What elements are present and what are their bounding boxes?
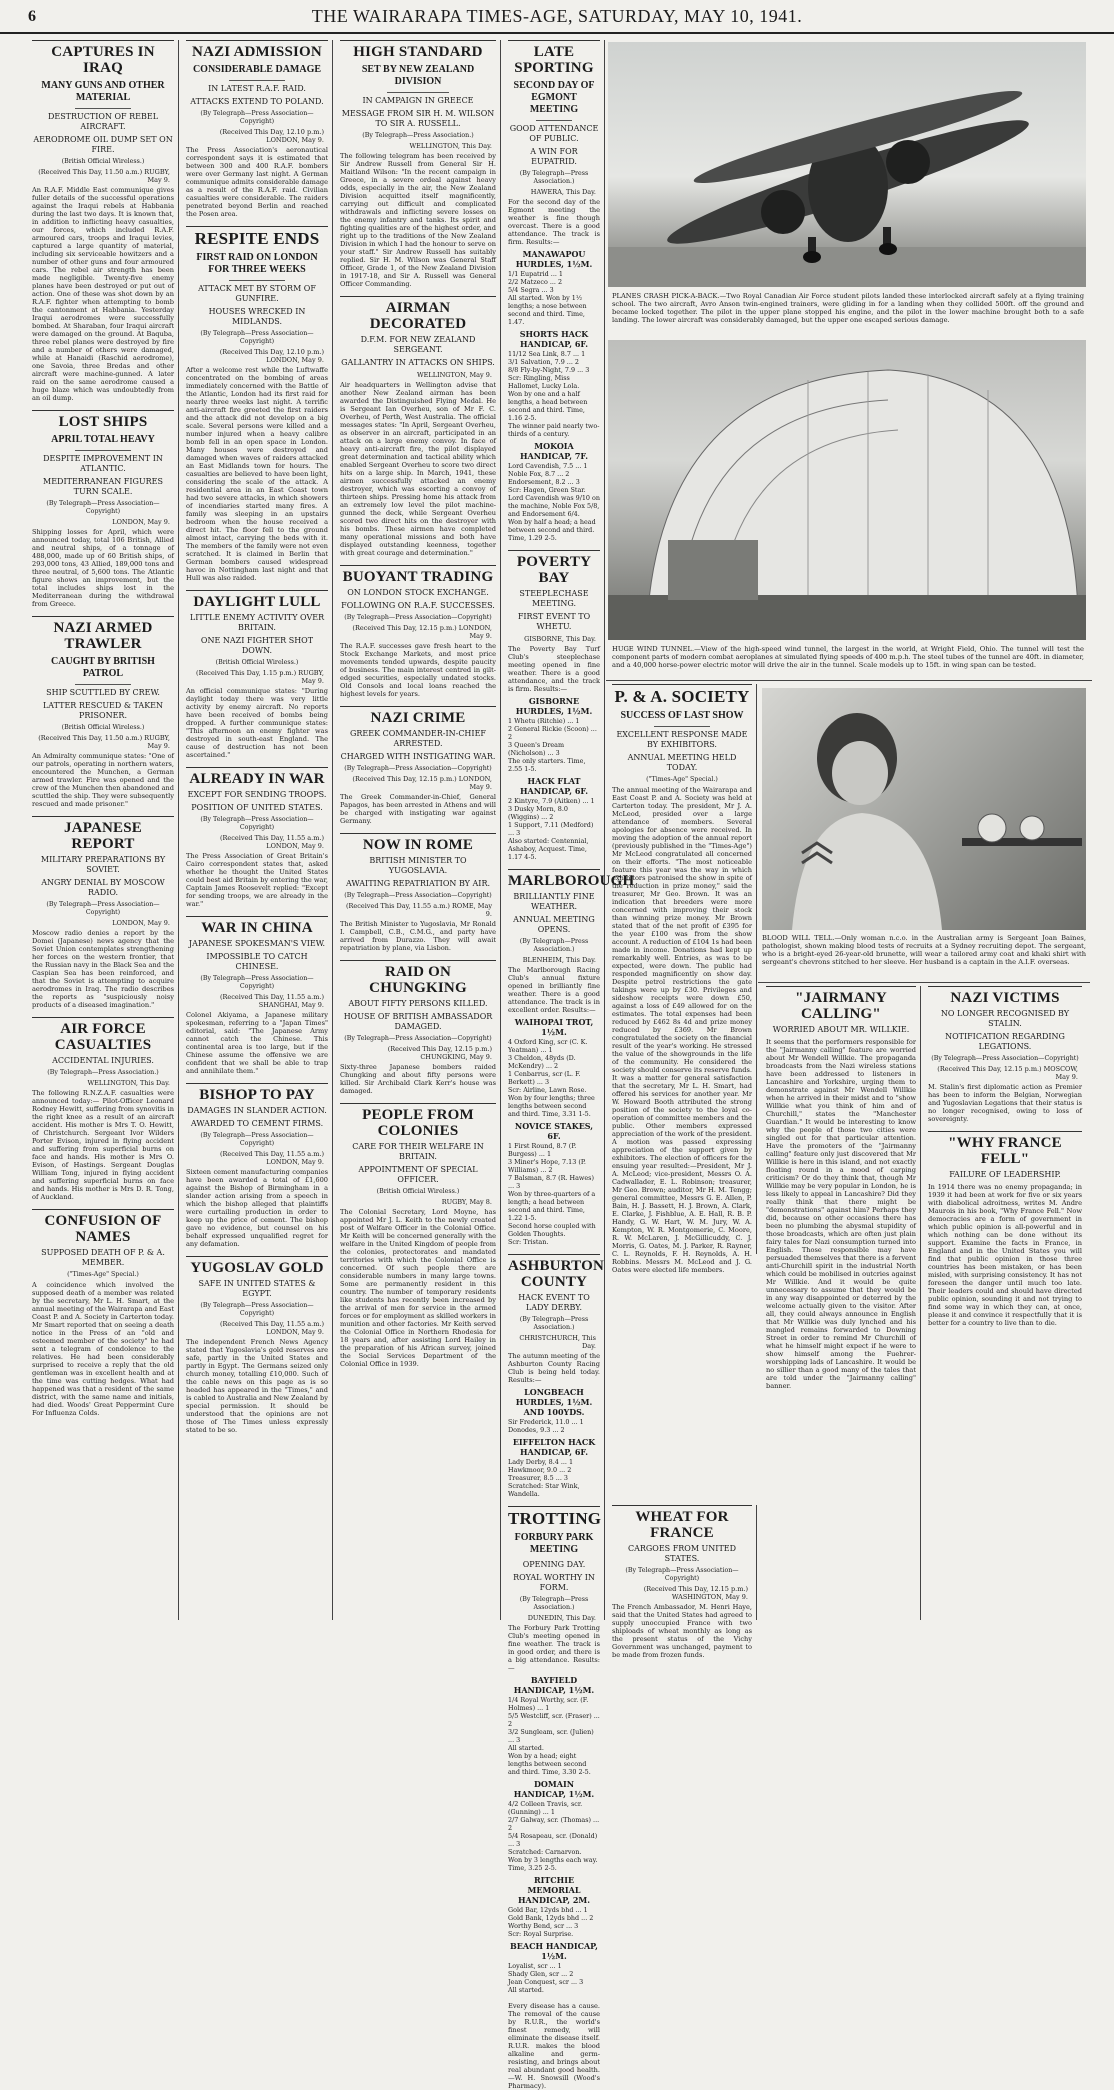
article-body: The following telegram has been received by Sir Andrew Russell from General Sir H. Maitland Wilson: "In the recent campaign in Greece, in a severe ordeal against heavy odds, especially in the air, the New Zealand Division acquitted itself magnificently, carrying out difficult and complicated withdrawals and inflicting severe losses on the enemy infantry and tanks. Its spirit and fighting qualities are of the highest order, and right up to the traditions of the New Zealand Division in which I had the honour to serve on your staff." Sir Andrew Russell has suitably replied. Sir H. M. Wilson was General Staff Officer, Grade 1, of the New Zealand Division in 1917-18, and Sir A. Russell was General Officer Commanding.	[340, 152, 496, 288]
dateline: RUGBY, May 8.	[441, 1198, 492, 1206]
race-result: 3 Miner's Hope, 7.13 (P. Williams) ... 2	[508, 1158, 586, 1174]
subheading: SHIP SCUTTLED BY CREW.	[46, 688, 160, 697]
wheat-content	[612, 1505, 752, 1659]
column-right-bottom	[924, 986, 1086, 1620]
article-already-in-war	[186, 767, 328, 908]
subheading: GALLANTRY IN ATTACKS ON SHIPS.	[341, 358, 495, 367]
article-body: The British Minister to Yugoslavia, Mr Ronald I. Campbell, C.B., C.M.G., and party have arrived from Durazzo. They will await repatriation by plane, via Lisbon.	[340, 920, 496, 952]
subheading: LITTLE ENEMY ACTIVITY OVER BRITAIN.	[189, 613, 325, 632]
byline: (By Telegraph—Press Association—Copyright)	[46, 500, 160, 515]
article-high-standard	[340, 40, 496, 288]
race-note: Scr: Royal Surprise.	[508, 1930, 574, 1938]
race-result: 3 Cheldon, 48yds (D. McKendry) ... 2	[508, 1054, 576, 1070]
dateline: (Received This Day, 11.55 a.m.) LONDON, May 9.	[220, 1320, 324, 1336]
subheading: ANNUAL MEETING HELD TODAY.	[627, 753, 737, 772]
headline: NAZI VICTIMS	[928, 986, 1082, 1006]
pa-society-content	[612, 684, 752, 1274]
headline: DAYLIGHT LULL	[186, 590, 328, 610]
sergeant-illustration	[762, 688, 1086, 930]
dateline: WELLINGTON, This Day.	[409, 142, 492, 150]
subheading: CAUGHT BY BRITISH PATROL	[51, 656, 155, 679]
article-body: The independent French News Agency stated that Yugoslavia's gold reserves are safe, partly in the United States and partly in Egypt. The Germans seized only church money, totalling £10,000. Such of the cable news on this page as is so headed has appeared in the "Times," and is cabled to Australia and New Zealand by special permission. It should be understood that the opinions are not those of The Times unless expressly stated to be so.	[186, 1338, 328, 1434]
subheading: LATTER RESCUED & TAKEN PRISONER.	[42, 701, 164, 720]
article-why-france-fell	[928, 1131, 1082, 1327]
race-name: DOMAIN HANDICAP, 1½M.	[513, 1779, 595, 1799]
article-war-in-china	[186, 916, 328, 1075]
subheading: D.F.M. FOR NEW ZEALAND SERGEANT.	[360, 335, 476, 354]
subheading: HOUSE OF BRITISH AMBASSADOR DAMAGED.	[343, 1012, 493, 1031]
race-result: Donodes, 9.3 ... 2	[508, 1426, 565, 1434]
article-captures-in-iraq	[32, 40, 174, 402]
article-yugoslav-gold	[186, 1256, 328, 1434]
dateline: GISBORNE, This Day.	[524, 635, 596, 643]
article-body: After a welcome rest while the Luftwaffe concentrated on the bombing of areas immediately concerned with the Battle of the Atlantic, London had its first raid for nearly three weeks last night. A terrific anti-aircraft fire greeted the first raiders and the attack did not develop on a big scale. Several persons were killed and a number injured when a heavy calibre bomb fell in an open space in London. Many houses were destroyed and damaged when waves of raiders attacked an East Midlands town for hours. The casualties are believed to have been light, considering the scale of the attack. A residential area in an East Coast town had two severe attacks, in which showers of incendiaries started many fires. A family was sleeping in an upstairs bedroom when the house received a direct hit. The floor fell to the ground almost intact, carrying the beds with it. The members of the family were not even scratched. It is claimed in Berlin that German bombers caused widespread havoc in Nottingham last night and that Hull was also raided.	[186, 366, 328, 582]
race-note: Scr: Hagen, Green Star.	[508, 486, 586, 494]
byline: ("Times-Age" Special.)	[67, 1271, 139, 1278]
race-result: 2/2 Matzeco ... 2	[508, 278, 563, 286]
caption-blood-will-tell: BLOOD WILL TELL.—Only woman n.c.o. in the Australian army is Sergeant Joan Baines, pathologist, shown making blood tests of recruits at a Sydney recruiting depot. The sergeant, who is a bright-eyed 26-year-old brunette, will wear a tailored army coat and khaki shirt with sergeant's chevrons stitched to her sleeve. Her husband is a captain in the A.I.F. overseas.	[762, 934, 1086, 966]
byline: (By Telegraph—Press Association—Copyright)	[344, 892, 492, 899]
subheading: ATTACK MET BY STORM OF GUNFIRE.	[198, 284, 316, 303]
race-result: Shady Glen, scr ... 2	[508, 1970, 574, 1978]
article-body: The Press Association of Great Britain's Cairo correspondent states that, asked whether he thought the United States could best aid Britain by entering the war, Captain James Roosevelt replied: "Except for sending troops, we are already in the war."	[186, 852, 328, 908]
article-body: The following R.N.Z.A.F. casualties were announced today:— Pilot-Officer Leonard Rodney Hewitt, suffering from synovitis in the right knee as a result of an aircraft accident. His mother is Mrs T. O. Hewitt, of Christchurch. Sergeant Ivor Wilders Porter Evison, injured in flying accident and suffering from superficial burns on face and hands. His mother is Mrs O. Evison, of Hastings. Sergeant Douglas William Tong, injured in flying accident and suffering superficial burns on face and hands. His mother is Mrs D. R. Tong, of Auckland.	[32, 1089, 174, 1201]
subheading: HOUSES WRECKED IN MIDLANDS.	[208, 307, 306, 326]
article-body: Air headquarters in Wellington advise that another New Zealand airman has been awarded the Distinguished Flying Medal. He is Sergeant Ian Overheu, son of Mr F. C. Overheu, of Perth, West Australia. The official messages states: "In April, Sergeant Overheu, as observer in an aircraft, participated in an attack on a large enemy convoy. In face of heavy anti-aircraft fire, the pilot displayed great determination and tactical ability which enabled Sergeant Overheu to score two direct hits on a large ship. In March, 1941, these airmen successfully attacked an enemy destroyer, which was escorting a convoy of thirteen ships. Pressing home his attack from an extremely low level the pilot machine-gunned the deck, while Sergeant Overheu scored two direct hits on the destroyer with his bombs. These airmen have completed many operational missions and both have displayed outstanding keenness, together with great courage and determination."	[340, 381, 496, 557]
article-body: Sixteen cement manufacturing companies have been awarded a total of £1,600 against the Bishop of Birmingham in a slander action arising from a speech in which the bishop alleged that plaintiffs were curtailing production in order to keep up the price of cement. The bishop gave no evidence, but counsel on his behalf expressed unqualified regret for any defamation.	[186, 1168, 328, 1248]
dateline: LONDON, May 9.	[112, 919, 170, 927]
headline: CONFUSION OF NAMES	[32, 1209, 174, 1245]
dateline: (Received This Day, 12.15 p.m.) MOSCOW, May 9.	[937, 1065, 1078, 1081]
race-name: NOVICE STAKES, 6F.	[514, 1121, 594, 1141]
byline: (By Telegraph—Press Association.)	[519, 938, 589, 953]
race-result: 5/4 Segra ... 3	[508, 286, 554, 294]
headline: ALREADY IN WAR	[186, 767, 328, 787]
headline: ASHBURTON COUNTY	[508, 1254, 600, 1290]
article-confusion-of-names	[32, 1209, 174, 1417]
subheading: BRILLIANTLY FINE WEATHER.	[513, 892, 595, 911]
headline: CAPTURES IN IRAQ	[32, 40, 174, 76]
subheading: ANNUAL MEETING OPENS.	[513, 915, 595, 934]
subheading: AWARDED TO CEMENT FIRMS.	[190, 1119, 324, 1128]
race-result: 1 Whetu (Ritchie) ... 1	[508, 717, 580, 725]
subheading: DESPITE IMPROVEMENT IN ATLANTIC.	[43, 454, 163, 473]
article-body: M. Stalin's first diplomatic action as Premier has been to inform the Belgian, Norwegian and Yugoslavian Legations that their status is no longer recognised, owing to loss of sovereignty.	[928, 1083, 1082, 1123]
article-body: An Admiralty communique states: "One of our patrols, operating in northern waters, encountered the Munchen, a German armed trawler. Fire was opened and the crew of the Munchen then abandoned and scuttled the ship. They were subsequently rescued and made prisoner."	[32, 752, 174, 808]
headline: POVERTY BAY	[508, 550, 600, 586]
headline: TROTTING	[508, 1506, 600, 1528]
headline: HIGH STANDARD	[340, 40, 496, 60]
race-result: 8/8 Fly-by-Night, 7.9 ... 3	[508, 366, 590, 374]
article-now-in-rome	[340, 833, 496, 952]
article-buoyant-trading	[340, 565, 496, 698]
column-2	[182, 40, 333, 1620]
byline: (By Telegraph—Press Association—Copyright)	[200, 1132, 314, 1147]
race-note: Scratched: Carnarvon.	[508, 1848, 582, 1856]
article-body: Shipping losses for April, which were announced today, total 106 British, Allied and neutral ships, of a tonnage of 488,000, made up of 60 British ships, of 293,000 tons, 43 Allied, 189,000 tons and three neutral, of 5,600 tons. The Atlantic figure shows an improvement, but the total includes ships lost in the Mediterranean during the withdrawal from Greece.	[32, 528, 174, 608]
headline: MARLBOROUGH	[508, 869, 600, 889]
race-note: Won by 3 lengths each way. Time, 3.25 2-5.	[508, 1856, 598, 1872]
advertisement-rur	[508, 2002, 600, 2090]
race-result: 2 Kintyre, 7.9 (Aitken) ... 1	[508, 797, 595, 805]
dateline: (Received This Day, 12.15 p.m.) LONDON, May 9.	[352, 624, 492, 640]
byline: (By Telegraph—Press Association.)	[519, 170, 589, 185]
article-jairmany-calling	[762, 986, 921, 1620]
subheading: NOTIFICATION REGARDING LEGATIONS.	[945, 1032, 1065, 1051]
subheading: CHARGED WITH INSTIGATING WAR.	[340, 752, 496, 761]
race-result: 11/12 Sea Link, 8.7 ... 1	[508, 350, 586, 358]
byline: (By Telegraph—Press Association.)	[519, 1316, 589, 1331]
race-result: 1 Support, 7.11 (Medford) ... 3	[508, 821, 594, 837]
subheading: ATTACKS EXTEND TO POLAND.	[190, 97, 324, 106]
subheading: STEEPLECHASE MEETING.	[519, 589, 589, 608]
subheading: MEDITERRANEAN FIGURES TURN SCALE.	[43, 477, 163, 496]
caption-wind-tunnel: HUGE WIND TUNNEL.—View of the high-speed wind tunnel, the largest in the world, at Wright Field, Ohio. The tunnel will test the component parts of modern combat aeroplanes at simulated flying speeds of 400 m.p.h. The steel tubes of the tunnel are 40ft. in diameter, and a 40,000 horse-power electric motor will drive the air in the tunnel. Scale models up to 15ft. in wing span can be tested.	[612, 645, 1084, 669]
subheading: JAPANESE SPOKESMAN'S VIEW.	[188, 939, 326, 948]
article-poverty-bay	[508, 550, 600, 861]
subheading: SUCCESS OF LAST SHOW	[620, 710, 744, 721]
headline: WAR IN CHINA	[186, 916, 328, 936]
article-body: The Colonial Secretary, Lord Moyne, has appointed Mr J. L. Keith to the newly created post of Welfare Officer in the Colonial Office. Mr Keith will be concerned generally with the welfare in the United Kingdom of people from the colonies, protectorates and mandated territories with which the Colonial Office is concerned. Of such people there are considerable numbers in many large towns. Some are permanently resident in this country. The number of temporary residents like students has recently been increased by the arrival of men for service in the armed forces or for employment as skilled workers in munition and other factories. Mr Keith served the Colonial Office in Northern Rhodesia for 18 years and, after assisting Lord Hailey in the preparation of his African survey, joined the Social Services Department of the Colonial Office in 1939.	[340, 1208, 496, 1368]
headline: "WHY FRANCE FELL"	[928, 1131, 1082, 1167]
subheading: GOOD ATTENDANCE OF PUBLIC.	[509, 124, 599, 143]
masthead	[0, 0, 1114, 34]
article-raid-on-chungking	[340, 960, 496, 1095]
byline: (By Telegraph—Press Association—Copyright)	[625, 1567, 739, 1582]
article-respite-ends	[186, 226, 328, 582]
subheading: MILITARY PREPARATIONS BY SOVIET.	[40, 855, 166, 874]
article-body: The annual meeting of the Wairarapa and East Coast P. and A. Society was held at Carterton today. The president, Mr J. A. McLeod, presided over a large attendance of members. Several apologies for absence were received. In moving the adoption of the annual report (previously published in the "Times-Age") Mr McLeod congratulated all concerned on their efforts. "The most noticeable feature this year was the way in which exhibitors patronised the show in spite of the reduction in prize money," said the treasurer, Mr Geo. Brown. It was an indication that breeders were more concerned with improving their stock than winning prize money. Mr Brown stated that of the net profit of £395 for the year £100 was from the show account. A reduction of £104 1s had been made in income. Donations had kept up remarkably well. Entries, as was to be expected, were down. The public had responded magnificently on show day. Despite petrol restrictions the gate takings were up by £30. Privileges and sideshow receipts were down £50, against a loss of £49 allowed for on the estimates. The total expenses had been reduced by £462 8s 4d and prize money reduced by £369. Mr Brown congratulated the society on the financial result of the year's working. He stressed the value of the showgrounds in the life of the community. He considered the society should conserve its reserve funds. It was a matter for general satisfaction that the secretary, Mr L. H. Smart, had offered his services for another year. Mr W. Howard Booth attributed the strong position of the society to the loyal co-operation of committee members and the public. Other members expressed appreciation of the work of the president. A motion was passed expressing appreciation of the support given by exhibitors. The election of officers for the ensuing year resulted:—President, Mr J. A. McLeod; vice-president, Messrs O. A. Cadwallader, E. L. Robinson; treasurer, Mr Geo. Brown; auditor, Mr H. M. Tengg; general committee, Messrs G. E. Allen, P. Bain, H. J. Bassett, H. J. Brown, A. Clark, E. Clarke, J. Fishblue, A. E. Hall, R. B. P. Handy, G. W. Hart, W. M. Jury, W. A. Kempton, W. R. Montgomerie, C. Moore, R. W. McLaren, J. McGillicuddy, C. J. Morris, G. Oates, M. J. Parker, R. Rayner, C. L. Reynolds, F. H. Reynolds, A. H. Robbins. Messrs M. McLeod and J. G. Oates were elected life members.	[612, 786, 752, 1274]
byline: (British Official Wireless.)	[215, 659, 299, 666]
race-note: The only starters. Time, 2.55 1-5.	[508, 757, 586, 773]
dateline: (Received This Day, 1.15 p.m.) RUGBY, May 9.	[196, 669, 324, 685]
article-lost-ships	[32, 410, 174, 608]
subheading: MANY GUNS AND OTHER MATERIAL	[41, 80, 165, 103]
byline: (By Telegraph—Press Association.)	[362, 132, 474, 139]
byline: (By Telegraph—Press Association—Copyright)	[46, 901, 160, 916]
article-bishop-to-pay	[186, 1083, 328, 1248]
race-result: 7 Balsman, 8.7 (R. Hawes) ... 3	[508, 1174, 594, 1190]
race-result: Worthy Bend, scr ... 3	[508, 1922, 579, 1930]
race-note: Also started: Centennial, Ashaboy, Acquest. Time, 1.17 4-5.	[508, 837, 589, 861]
headline: RAID ON CHUNGKING	[340, 960, 496, 996]
subheading: FAILURE OF LEADERSHIP.	[949, 1170, 1061, 1179]
wind-tunnel-illustration	[608, 340, 1086, 640]
race-result: Noble Fox, 8.7 ... 2	[508, 470, 570, 478]
byline: (By Telegraph—Press Association—Copyright)	[200, 975, 314, 990]
race-result: Lord Cavendish, 7.5 ... 1	[508, 462, 588, 470]
article-body: The autumn meeting of the Ashburton County Racing Club is being held today. Results:—	[508, 1352, 600, 1384]
dateline: (Received This Day, 12.10 p.m.) LONDON, May 9.	[219, 348, 324, 364]
race-result: Treasurer, 8.5 ... 3	[508, 1474, 568, 1482]
race-result: 1 First Round, 8.7 (P. Burgess) ... 1	[508, 1142, 577, 1158]
race-note: Won by a head; eight lengths between second and third. Time, 3.30 2-5.	[508, 1752, 591, 1776]
race-note: Scr: Airline, Lawn Rose.	[508, 1086, 587, 1094]
article-body: A coincidence which involved the supposed death of a member was related by the secretary, Mr L. H. Smart, at the annual meeting of the Wairarapa and East Coast P. and A. Society in Carterton today. Mr Smart reported that on seeing a death notice in the Press of an "old and esteemed member of the society" he had sent a telegram of condolence to the relatives. He had been considerably surprised to receive a reply that the old gentleman was in excellent health and at the time was cutting hedges. What had happened was that a resident of the same district, with the same name and initials, had died. Woods' Great Peppermint Cure For Influenza Colds.	[32, 1281, 174, 1417]
subheading: SAFE IN UNITED STATES & EGYPT.	[198, 1279, 316, 1298]
article-body: An official communique states: "During daylight today there was very little activity by enemy aircraft. No reports have been received of bombs being dropped. A further communique states: "This afternoon an enemy fighter was destroyed in south-east England. The cause of destruction has not been ascertained."	[186, 687, 328, 759]
headline: NAZI ARMED TRAWLER	[32, 616, 174, 652]
headline: RESPITE ENDS	[186, 226, 328, 248]
subheading: MESSAGE FROM SIR H. M. WILSON TO SIR A. RUSSELL.	[341, 109, 495, 128]
article-body: The Marlborough Racing Club's annual fixture opened in brilliantly fine weather. There is a good attendance. The track is in excellent order. Results:—	[508, 966, 600, 1014]
article-body: Sixty-three Japanese bombers raided Chungking and about fifty persons were killed. Sir Archibald Clark Kerr's house was damaged.	[340, 1063, 496, 1095]
race-note: Second horse coupled with Golden Thoughts.	[508, 1222, 596, 1238]
headline: AIRMAN DECORATED	[340, 296, 496, 332]
byline: (By Telegraph—Press Association.)	[519, 1596, 589, 1611]
subheading: ROYAL WORTHY IN FORM.	[513, 1573, 595, 1592]
newspaper-title: THE WAIRARAPA TIMES-AGE, SATURDAY, MAY 10, 1941.	[311, 6, 803, 26]
race-name: WAIHOPAI TROT, 1½M.	[514, 1017, 594, 1037]
subheading: EXCEPT FOR SENDING TROOPS.	[187, 790, 327, 799]
headline: NAZI CRIME	[340, 706, 496, 726]
article-body: The Greek Commander-in-Chief, General Papagos, has been arrested in Athens and will be charged with instigating war against Germany.	[340, 793, 496, 825]
jairmany-content	[766, 986, 916, 1390]
article-daylight-lull	[186, 590, 328, 759]
race-note: Scr: Ringling, Miss Hallomet, Lucky Lola.	[508, 374, 580, 390]
race-result: 3 Dusky Morn, 8.0 (Wiggins) ... 2	[508, 805, 568, 821]
race-result: Sir Frederick, 11.0 ... 1	[508, 1418, 584, 1426]
race-result: 4 Oxford King, scr (C. K. Yeatman) ... 1	[508, 1038, 588, 1054]
dateline: (Received This Day, 11.55 a.m.) LONDON, May 9.	[220, 834, 324, 850]
byline: (British Official Wireless.)	[61, 158, 145, 165]
article-pa-society	[608, 684, 757, 1274]
headline: JAPANESE REPORT	[32, 816, 174, 852]
byline: (British Official Wireless.)	[61, 724, 145, 731]
race-result: Endorsement, 8.2 ... 3	[508, 478, 580, 486]
headline: PEOPLE FROM COLONIES	[340, 1103, 496, 1139]
photo-wind-tunnel	[608, 340, 1086, 640]
subheading: ABOUT FIFTY PERSONS KILLED.	[348, 999, 488, 1008]
race-result: 3 Queen's Dream (Nicholson) ... 3	[508, 741, 565, 757]
page-number: 6	[28, 8, 36, 25]
race-name: MANAWAPOU HURDLES, 1½M.	[515, 249, 593, 269]
race-note: Won by one and a half lengths, a head between second and third. Time, 1.16 2-5.	[508, 390, 588, 422]
byline: (By Telegraph—Press Association—Copyright)	[344, 765, 492, 772]
race-note: Scr: Tristan.	[508, 1238, 549, 1246]
subheading: AWAITING REPATRIATION BY AIR.	[345, 879, 491, 888]
dateline: (Received This Day, 11.50 a.m.) RUGBY, May 9.	[38, 168, 170, 184]
article-body: Colonel Akiyama, a Japanese military spokesman, referring to a "Japan Times" editorial, said: "The Japanese Army cannot catch the Chinese. This continental area is too large, but if the Chinese assume the offensive we are confident that we shall be able to trap and annihilate them."	[186, 1011, 328, 1075]
byline: (By Telegraph—Press Association—Copyright)	[200, 110, 314, 125]
headline: LOST SHIPS	[32, 410, 174, 430]
dateline: WELLINGTON, May 9.	[416, 371, 492, 379]
subheading: POSITION OF UNITED STATES.	[191, 803, 323, 812]
article-trotting	[508, 1506, 600, 1994]
dateline: (Received This Day, 11.55 a.m.) LONDON, May 9.	[220, 1150, 324, 1166]
subheading: ANGRY DENIAL BY MOSCOW RADIO.	[41, 878, 165, 897]
byline: (By Telegraph—Press Association—Copyright)	[931, 1055, 1079, 1062]
subheading: CONSIDERABLE DAMAGE	[192, 64, 322, 75]
article-wheat-for-france	[608, 1505, 757, 1659]
race-note: Won by four lengths; three lengths between second and third. Time, 3.31 1-5.	[508, 1094, 595, 1118]
subheading: EXCELLENT RESPONSE MADE BY EXHIBITORS.	[616, 730, 748, 749]
article-nazi-armed-trawler	[32, 616, 174, 808]
subheading: FIRST RAID ON LONDON FOR THREE WEEKS	[196, 252, 318, 275]
race-name: BEACH HANDICAP, 1½M.	[510, 1941, 598, 1961]
article-japanese-report	[32, 816, 174, 1009]
race-result: 1/1 Eupatrid ... 1	[508, 270, 563, 278]
subheading: HACK EVENT TO LADY DERBY.	[518, 1293, 590, 1312]
advertisement-text: Every disease has a cause. The removal of the cause by R.U.R., the world's finest remedy, will eliminate the disease itself. R.U.R. makes the blood alkaline and germ-resisting, and brings about real abundant good health.—W. H. Snowsill (Wood's Pharmacy).	[508, 2002, 600, 2090]
race-result: 1/4 Royal Worthy, scr. (F. Holmes) ... 1	[508, 1696, 589, 1712]
dateline: LONDON, May 9.	[112, 518, 170, 526]
race-name: GISBORNE HURDLES, 1½M.	[515, 696, 593, 716]
subheading: CARE FOR THEIR WELFARE IN BRITAIN.	[352, 1142, 484, 1161]
subheading: IN CAMPAIGN IN GREECE	[362, 96, 474, 105]
subheading: NO LONGER RECOGNISED BY STALIN.	[940, 1009, 1070, 1028]
subheading: IN LATEST R.A.F. RAID.	[208, 84, 306, 93]
article-body: The R.A.F. successes gave fresh heart to the Stock Exchange Markets, and most price movements tended upwards, despite paucity of business. The main interest centred in gilt-edged securities, especially undated stocks. Old Consols and local loans reached the highest levels for years.	[340, 642, 496, 698]
article-body: The Press Association's aeronautical correspondent says it is estimated that between 300 and 400 R.A.F. bombers were over Germany last night. A German communique admits considerable damage as a result of the R.A.F. raid. Civilian casualties were considerable. The raiders penetrated beyond Berlin and reached the Posen area.	[186, 146, 328, 218]
byline: (By Telegraph—Press Association—Copyright)	[344, 614, 492, 621]
photo-blood-will-tell	[762, 688, 1086, 930]
subheading: CARGOES FROM UNITED STATES.	[627, 1544, 737, 1563]
article-nazi-admission	[186, 40, 328, 218]
subheading: AERODROME OIL DUMP SET ON FIRE.	[33, 135, 173, 154]
article-body: An R.A.F. Middle East communique gives fuller details of the successful operations against the Iraqui rebels at Habbania during the last two days. It is known that, in addition to inflicting heavy casualties, our forces, which included R.A.F. armoured cars, troops and Iraqui levies, captured a large quantity of material, including six serviceable howitzers and a number of other guns and four armoured cars. The rebel air strength has been made negligible. Twenty-five enemy planes have been destroyed or put out of action. One of these was shot down by an R.A.F. fighter when attempting to bomb the cantonment at Habbania. Yesterday Iraqui aerodromes were successfully bombed. At Sharaban, four Iraqui aircraft were damaged on the ground. At Baquba, three rebel planes were destroyed by fire and a number of others were damaged, while at Hanaidi (Raschid aerodrome), one Savoia, three Bredas and other aircraft were machine-gunned. A later raid on the same aerodrome caused a huge blaze which was undoubtedly from an oil dump.	[32, 186, 174, 402]
article-body: In 1914 there was no enemy propaganda; in 1939 it had been at work for five or six years with diabolical adroitness, writes M. Andre Maurois in his book, "Why France Fell." Now democracies are a form of government in which public opinion is all-powerful and in which nothing can be done without its support. Examine the facts in France, in England and in the United States you will find that public opinion in those three countries has been mistaken, or has been misled, with surprising consistency. It has not foreseen the danger until much too late. Their leaders could and should have directed public opinion, sounding it and not trying to find some way in which they can, at once, please it and convince it respectfully that it is better for a country to live than to die.	[928, 1183, 1082, 1327]
article-body: Moscow radio denies a report by the Domei (Japanese) news agency that the Soviet Union contemplates strengthening her forces on the western frontier, that the Russian navy in the Black Sea and the Caspian Sea has been reinforced, and that the Soviet is attempting to acquire aerodromes in Iraq. The radio describes the reports as "suspiciously noisy products of a diseased imagination."	[32, 929, 174, 1009]
dateline: DUNEDIN, This Day.	[527, 1614, 596, 1622]
race-result: 5/4 Rosapeau, scr. (Donald) ... 3	[508, 1832, 598, 1848]
subheading: APPOINTMENT OF SPECIAL OFFICER.	[358, 1165, 478, 1184]
article-body: The French Ambassador, M. Henri Haye, said that the United States had agreed to supply unoccupied France with two shiploads of wheat monthly as long as the present status of the Vichy Government was unchanged, payment to be made from frozen funds.	[612, 1603, 752, 1659]
race-name: SHORTS HACK HANDICAP, 6F.	[519, 329, 589, 349]
race-result: 3/2 Sungleam, scr. (Julien) ... 3	[508, 1728, 594, 1744]
headline: YUGOSLAV GOLD	[186, 1256, 328, 1276]
subheading: BRITISH MINISTER TO YUGOSLAVIA.	[369, 856, 467, 875]
photo-planes-crash	[608, 42, 1086, 287]
headline: NOW IN ROME	[340, 833, 496, 853]
race-result: 4/2 Colleen Travis, scr. (Gunning) ... 1	[508, 1800, 583, 1816]
dateline: CHRISTCHURCH, This Day.	[519, 1334, 596, 1350]
headline: AIR FORCE CASUALTIES	[32, 1017, 174, 1053]
subheading: GREEK COMMANDER-IN-CHIEF ARRESTED.	[350, 729, 486, 748]
race-note: Won by three-quarters of a length; a head between second and third. Time, 1.22 1-5.	[508, 1190, 596, 1222]
subheading: ACCIDENTAL INJURIES.	[52, 1056, 154, 1065]
subheading: FORBURY PARK MEETING	[514, 1532, 594, 1555]
race-note: Lord Cavendish was 9/10 on the machine, Noble Fox 5/8, and Endorsement 6/4.	[508, 494, 600, 518]
byline: (British Official Wireless.)	[376, 1188, 460, 1195]
article-people-from-colonies	[340, 1103, 496, 1368]
column-3	[336, 40, 501, 1620]
byline: (By Telegraph—Press Association—Copyright)	[344, 1035, 492, 1042]
subheading: ONE NAZI FIGHTER SHOT DOWN.	[200, 636, 314, 655]
subheading: WORRIED ABOUT MR. WILLKIE.	[772, 1025, 910, 1034]
race-name: LONGBEACH HURDLES, 1½M. AND 100YDS.	[515, 1387, 593, 1417]
race-result: 2 General Rickie (Scoon) ... 2	[508, 725, 597, 741]
headline: P. & A. SOCIETY	[612, 684, 752, 706]
article-airman-decorated	[340, 296, 496, 557]
dateline: HAWERA, This Day.	[530, 188, 596, 196]
byline: (By Telegraph—Press Association—Copyright)	[200, 330, 314, 345]
dateline: (Received This Day, 11.55 a.m.) SHANGHAI, May 9.	[220, 993, 324, 1009]
article-body: The Forbury Park Trotting Club's meeting opened in fine weather. The track is in good order, and there is a big attendance. Results:—	[508, 1624, 600, 1672]
article-late-sporting	[508, 40, 600, 542]
headline: LATE SPORTING	[508, 40, 600, 76]
subheading: DESTRUCTION OF REBEL AIRCRAFT.	[47, 112, 159, 131]
subheading: IMPOSSIBLE TO CATCH CHINESE.	[206, 952, 308, 971]
dateline: BLENHEIM, This Day.	[522, 956, 596, 964]
byline: (By Telegraph—Press Association—Copyright)	[200, 816, 314, 831]
race-note: Scratched: Star Wink, Wandella.	[508, 1482, 580, 1498]
race-result: 3/1 Salvation, 7.9 ... 2	[508, 358, 579, 366]
article-body: It seems that the performers responsible for the "Jairmanny calling" feature are worried about Mr Wendell Willkie. The propaganda broadcasts from the Nazi wireless stations have been addressed to listeners in Lancashire and Yorkshire, urging them to demonstrate against Mr Wendell Willkie when he arrived in their midst and to "show Willkie what you think of him and of Churchill," states the "Manchester Guardian." It would be interesting to know why the people of those two cities were singled out for that particular attention. Have the promoters of the "Jairmanny calling" feature only just discovered that Mr Willkie is here in this island, and not exactly floating round in a mood of carping criticism? Or do they think that, though Mr Willkie may be very popular in London, he is less likely to appeal in Lancashire? Did they really think that there might be "demonstrations" against him? Perhaps they did, because on other occasions there has been no plumbing the abysmal stupidity of those broadcasts, which are often just plain fairy tales for Nazi consumption turned into English. Those responsible may have persuaded themselves that there is a fervent anti-Churchill spirit in the industrial North which could be mobilised in outcries against Mr Willkie. And it would be quite unnecessary to assume that they would be in any way disappointed or deterred by the welcome actually given to the visitor. After all, they could always announce in English that Mr Willkie was duly lynched and his mangled remains forwarded to Downing Street in order to remind Mr Churchill of what he himself might expect if he were to show himself among the Fuehrer-worshipping lads of Lancashire. It would be no sillier than a good many of the tales that are told under the "Jairmanny calling" banner.	[766, 1038, 916, 1390]
race-note: All started.	[508, 1986, 544, 1994]
subheading: SUPPOSED DEATH OF P. & A. MEMBER.	[41, 1248, 165, 1267]
article-nazi-crime	[340, 706, 496, 825]
dateline: (Received This Day, 12.10 p.m.) LONDON, May 9.	[219, 128, 324, 144]
race-result: Gold Bar, 12yds bhd ... 1	[508, 1906, 588, 1914]
race-note: Won by half a head; a head between second and third. Time, 1.29 2-5.	[508, 518, 596, 542]
race-name: HACK FLAT HANDICAP, 6F.	[519, 776, 589, 796]
race-result: 5/5 Westcliff, scr. (Fraser) ... 2	[508, 1712, 600, 1728]
planes-illustration	[608, 42, 1086, 287]
article-ashburton-county	[508, 1254, 605, 1498]
race-result: Hawkmoor, 9.0 ... 2	[508, 1466, 572, 1474]
race-name: RITCHIE MEMORIAL HANDICAP, 2M.	[517, 1875, 591, 1905]
subheading: APRIL TOTAL HEAVY	[51, 434, 155, 445]
race-note: All started.	[508, 1744, 544, 1752]
dateline: (Received This Day, 12.15 p.m.) LONDON, May 9.	[352, 775, 492, 791]
article-marlborough	[508, 869, 635, 1246]
article-air-force-casualties	[32, 1017, 174, 1201]
byline: ("Times-Age" Special.)	[646, 776, 718, 783]
subheading: FIRST EVENT TO WHETU.	[517, 612, 591, 631]
headline: "JAIRMANY CALLING"	[766, 986, 916, 1022]
column-1	[28, 40, 179, 1620]
subheading: OPENING DAY.	[522, 1560, 586, 1569]
article-body: For the second day of the Egmont meeting the weather is fine though overcast. There is a good attendance. The track is firm. Results:—	[508, 198, 600, 246]
subheading: ON LONDON STOCK EXCHANGE.	[347, 588, 489, 597]
byline: (By Telegraph—Press Association—Copyright)	[200, 1302, 314, 1317]
caption-planes-crash: PLANES CRASH PICK-A-BACK.—Two Royal Canadian Air Force student pilots landed these interlocked aircraft safely at a flying training school. The two aircraft, Avro Anson twin-engined trainers, were gliding in for a landing when they collided 500ft. off the ground and became locked together. The pilot in the upper plane stopped his engine, and the pilot in the lower machine brought both to a safe landing. The lower aircraft was considerably damaged, but the upper one escaped serious damage.	[612, 292, 1084, 324]
race-result: Jean Conquest, scr ... 3	[508, 1978, 584, 1986]
dateline: WELLINGTON, This Day.	[87, 1079, 170, 1087]
article-nazi-victims	[928, 986, 1082, 1123]
race-name: BAYFIELD HANDICAP, 1½M.	[513, 1675, 595, 1695]
subheading: SET BY NEW ZEALAND DIVISION	[361, 64, 475, 87]
race-note: All started. Won by 1½ lengths; a nose between second and third. Time, 1.47.	[508, 294, 587, 326]
dateline: (Received This Day, 12.15 p.m.) CHUNGKING, May 9.	[387, 1045, 492, 1061]
subheading: FOLLOWING ON R.A.F. SUCCESSES.	[341, 601, 495, 610]
race-result: 2/7 Galway, scr. (Thomas) ... 2	[508, 1816, 600, 1832]
subheading: SECOND DAY OF EGMONT MEETING	[513, 80, 595, 115]
headline: NAZI ADMISSION	[186, 40, 328, 60]
byline: (By Telegraph—Press Association.)	[47, 1069, 159, 1076]
headline: BUOYANT TRADING	[340, 565, 496, 585]
race-result: Lady Derby, 8.4 ... 1	[508, 1458, 574, 1466]
dateline: (Received This Day, 11.55 a.m.) ROME, May 9.	[345, 902, 492, 918]
race-result: 1 Cenbarrus, scr (L. F. Berkett) ... 3	[508, 1070, 581, 1086]
headline: WHEAT FOR FRANCE	[612, 1505, 752, 1541]
subheading: A WIN FOR EUPATRID.	[530, 147, 578, 166]
race-name: EIFFELTON HACK HANDICAP, 6F.	[512, 1437, 596, 1457]
subheading: DAMAGES IN SLANDER ACTION.	[187, 1106, 327, 1115]
column-4	[504, 40, 635, 2090]
dateline: (Received This Day, 11.50 a.m.) RUGBY, May 9.	[38, 734, 170, 750]
dateline: (Received This Day, 12.15 p.m.) WASHINGTON, May 9.	[643, 1585, 748, 1601]
race-result: Loyalist, scr ... 1	[508, 1962, 562, 1970]
article-body: The Poverty Bay Turf Club's steeplechase meeting opened in fine weather. There is a good attendance, and the track is firm. Results:—	[508, 645, 600, 693]
race-result: Gold Bank, 12yds bhd ... 2	[508, 1914, 594, 1922]
race-name: MOKOIA HANDICAP, 7F.	[519, 441, 589, 461]
headline: BISHOP TO PAY	[186, 1083, 328, 1103]
race-note: The winner paid nearly two-thirds of a century.	[508, 422, 600, 438]
